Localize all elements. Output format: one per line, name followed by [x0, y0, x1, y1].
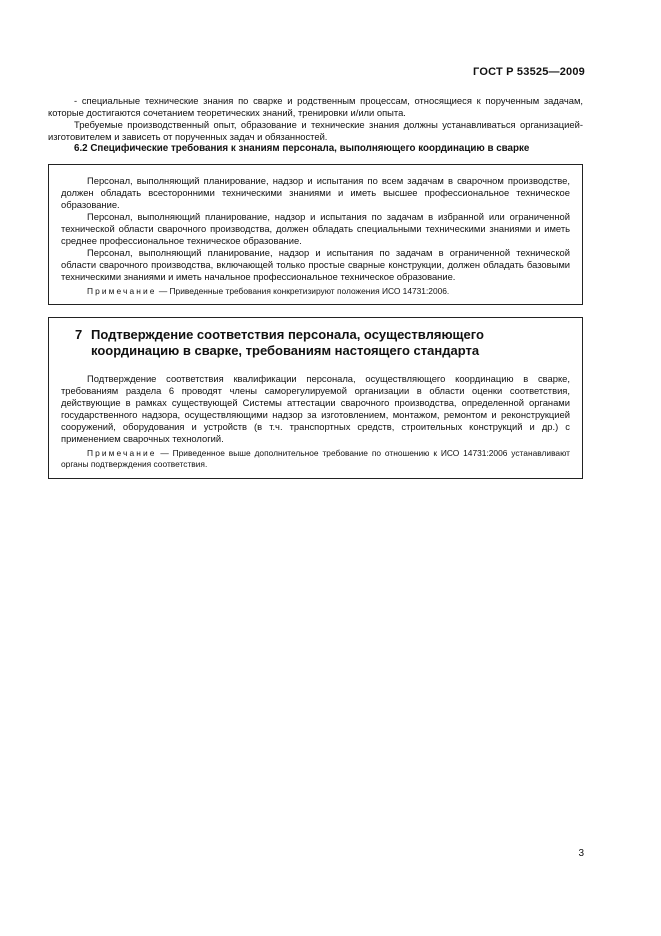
section-6-2-box — [48, 164, 583, 305]
note-text: — Приведенные требования конкретизируют положения ИСО 14731:2006. — [158, 286, 450, 296]
section-7-title-line2: координацию в сварке, требованиям настоящего стандарта — [91, 343, 480, 358]
section-7-paragraph: Подтверждение соответствия квалификации персонала, осуществляющего координацию в сварке, требованиям раздела 6 проводят члены саморегулируемой организации в области оценки соответствия, действующие в рамках существующей Системы аттестации сварочного производства, определенной органами государственного надзора, осуществляющими надзор за изготовлением, монтажом, ремонтом и реконструкцией сооружений, оборудования и устройств (в т.ч. транспортных средств, строительных конструкций и др.) с применением сварочных технологий. — [61, 373, 570, 444]
section-6-2-heading: 6.2 Специфические требования к знаниям персонала, выполняющего координацию в сварке — [74, 143, 530, 154]
section-7-title-line1: Подтверждение соответствия персонала, осуществляющего — [91, 327, 484, 342]
page-number: 3 — [578, 848, 584, 859]
section-7-box — [48, 317, 583, 479]
box-6-2-note — [61, 286, 570, 297]
note-label: Примечание — [87, 448, 157, 458]
box-paragraph-full-knowledge: Персонал, выполняющий планирование, надзор и испытания по всем задачам в сварочном производстве, должен обладать всесторонними техническими знаниями и иметь высшее профессиональное техническое образование. — [61, 175, 570, 210]
note-label: Примечание — [87, 286, 157, 296]
note-text: — Приведенное выше дополнительное требование по отношению к ИСО 14731:2006 устанавливают органы подтверждения соответствия. — [61, 448, 571, 469]
paragraph-required-experience: Требуемые производственный опыт, образование и технические знания должны устанавливаться организацией-изготовителем и зависеть от порученных задач и обязанностей. — [48, 119, 583, 142]
document-id-header: ГОСТ Р 53525—2009 — [473, 66, 585, 78]
paragraph-special-knowledge: - специальные технические знания по сварке и родственным процессам, относящиеся к порученным задачам, которые достигаются сочетанием теоретических знаний, тренировки и/или опыта. — [48, 95, 583, 118]
box-paragraph-basic-knowledge: Персонал, выполняющий планирование, надзор и испытания по задачам в ограниченной технической области сварочного производства, включающей только простые сварные конструкции, должен обладать базовыми техническими знаниями и иметь начальное профессиональное техническое образование. — [61, 247, 570, 282]
section-7-heading — [61, 327, 570, 359]
page-content — [48, 95, 583, 479]
box-7-note — [61, 448, 570, 470]
section-7-number: 7 — [75, 327, 83, 342]
box-paragraph-special-knowledge: Персонал, выполняющий планирование, надзор и испытания по задачам в избранной или ограниченной технической области сварочного производства, должен обладать специальными техническими знаниями и иметь среднее профессиональное техническое образование. — [61, 211, 570, 246]
